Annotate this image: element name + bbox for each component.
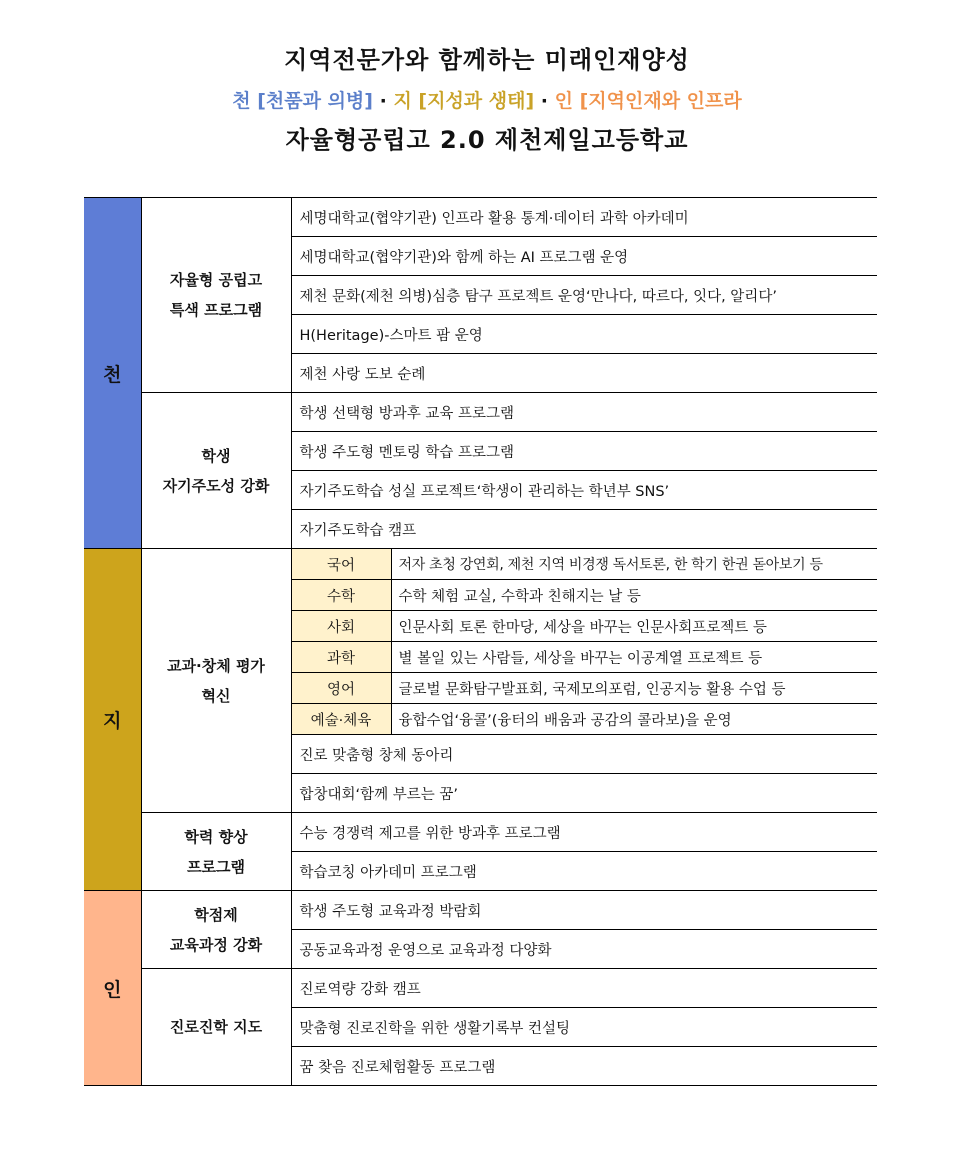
subject-cell: 과학: [291, 642, 391, 673]
subject-cell: 국어: [291, 549, 391, 580]
group-self-directed: [141, 393, 291, 549]
group-label: 교과·창체 평가: [167, 656, 265, 675]
program-item: 학습코칭 아카데미 프로그램: [291, 852, 877, 891]
program-item: 공동교육과정 운영으로 교육과정 다양화: [291, 930, 877, 969]
subject-detail: 별 볼일 있는 사람들, 세상을 바꾸는 이공계열 프로젝트 등: [391, 642, 877, 673]
group-label: 학생: [201, 446, 231, 465]
program-item: 학생 주도형 멘토링 학습 프로그램: [291, 432, 877, 471]
program-item: 맞춤형 진로진학을 위한 생활기록부 컨설팅: [291, 1008, 877, 1047]
subtitle-cheon: 천 [천품과 의병]: [232, 90, 373, 112]
program-item: 학생 선택형 방과후 교육 프로그램: [291, 393, 877, 432]
group-label: 특색 프로그램: [169, 301, 263, 319]
subtitle-in: 인 [지역인재와 인프라: [554, 90, 742, 112]
page-subtitle: [0, 86, 974, 113]
subtitle-separator: ·: [540, 90, 549, 112]
category-cheon: 천: [84, 198, 141, 549]
program-item: 진로역량 강화 캠프: [291, 969, 877, 1008]
subject-cell: 수학: [291, 580, 391, 611]
category-ji: 지: [84, 549, 141, 891]
program-item: 세명대학교(협약기관) 인프라 활용 통계·데이터 과학 아카데미: [291, 198, 877, 237]
subject-detail: 인문사회 토론 한마당, 세상을 바꾸는 인문사회프로젝트 등: [391, 611, 877, 642]
group-career-guidance: [141, 969, 291, 1086]
subject-detail: 융합수업‘융콜’(융터의 배움과 공감의 콜라보)을 운영: [391, 704, 877, 735]
table-row: [84, 198, 877, 237]
group-label: 진로진학 지도: [169, 1018, 263, 1036]
category-in: 인: [84, 891, 141, 1086]
program-item: 자기주도학습 캠프: [291, 510, 877, 549]
program-item: 수능 경쟁력 제고를 위한 방과후 프로그램: [291, 813, 877, 852]
group-credit-system: [141, 891, 291, 969]
group-label: 혁신: [201, 686, 231, 705]
group-curriculum-evaluation: [141, 549, 291, 813]
program-item: 학생 주도형 교육과정 박람회: [291, 891, 877, 930]
page-title: 지역전문가와 함께하는 미래인재양성: [284, 46, 690, 74]
table-row: [84, 549, 877, 580]
group-label: 자기주도성 강화: [162, 476, 270, 495]
subject-detail: 저자 초청 강연회, 제천 지역 비경쟁 독서토론, 한 학기 한권 돋아보기 등: [391, 549, 877, 580]
group-academic-improvement: [141, 813, 291, 891]
subject-detail: 글로벌 문화탐구발표회, 국제모의포럼, 인공지능 활용 수업 등: [391, 673, 877, 704]
group-label: 자율형 공립고: [169, 271, 263, 289]
program-item: 꿈 찾음 진로체험활동 프로그램: [291, 1047, 877, 1086]
group-label: 학점제: [194, 905, 238, 924]
program-item: 제천 사랑 도보 순례: [291, 354, 877, 393]
program-item: H(Heritage)-스마트 팜 운영: [291, 315, 877, 354]
program-item: 합창대회‘함께 부르는 꿈’: [291, 774, 877, 813]
group-label: 교육과정 강화: [169, 935, 263, 954]
program-item: 제천 문화(제천 의병)심층 탐구 프로젝트 운영‘만나다, 따르다, 잇다, 알리다’: [291, 276, 877, 315]
program-item: 진로 맞춤형 창체 동아리: [291, 735, 877, 774]
subject-cell: 예술·체육: [291, 704, 391, 735]
group-label: 프로그램: [187, 857, 245, 876]
subject-cell: 사회: [291, 611, 391, 642]
group-label: 학력 향상: [184, 827, 248, 846]
program-table: [84, 197, 877, 1086]
program-item: 자기주도학습 성실 프로젝트‘학생이 관리하는 학년부 SNS’: [291, 471, 877, 510]
subject-cell: 영어: [291, 673, 391, 704]
subtitle-separator: ·: [379, 90, 387, 112]
program-item: 세명대학교(협약기관)와 함께 하는 AI 프로그램 운영: [291, 237, 877, 276]
table-row: [84, 969, 877, 1008]
table-row: [84, 393, 877, 432]
table-row: [84, 891, 877, 930]
subtitle-ji: 지 [지성과 생태]: [393, 90, 535, 112]
subject-detail: 수학 체험 교실, 수학과 친해지는 날 등: [391, 580, 877, 611]
school-name: 자율형공립고 2.0 제천제일고등학교: [285, 126, 689, 154]
table-row: [84, 813, 877, 852]
group-autonomous-program: [141, 198, 291, 393]
